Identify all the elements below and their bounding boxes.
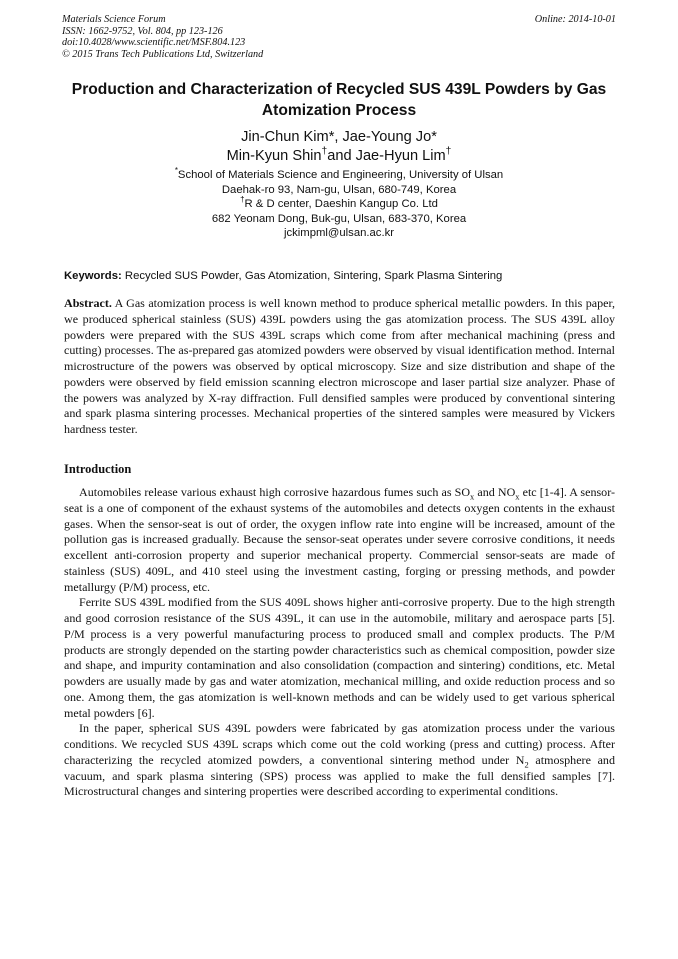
author-mark: * — [431, 129, 437, 145]
affiliation-mark: † — [240, 195, 245, 205]
author-list — [60, 128, 618, 165]
affiliation-line: Daehak-ro 93, Nam-gu, Ulsan, 680-749, Korea — [221, 183, 457, 196]
abstract-paragraph — [64, 296, 615, 438]
author-name: Jin-Chun Kim — [241, 129, 329, 145]
text-run: and NO — [474, 485, 516, 499]
intro-paragraph-3 — [64, 721, 615, 800]
affiliation-line — [60, 197, 618, 212]
author-name: Min-Kyun Shin — [226, 147, 322, 164]
intro-paragraph-2: Ferrite SUS 439L modified from the SUS 409L shows higher anti-corrosive property. Due to the high strength and good corrosion resistance of the SUS 439L, it can use in the automobile, military and aerospace parts [5]. P/M process is a very powerful manufacturing process to produced small and complex products. The P/M products are strongly depended on the starting powder characteristics such as chemical composition, powder size and shape, and impurity contamination and also consolidation (compaction and sintering) conditions, etc. Metal powders are usually made by gas and water atomization, mechanical milling, and oxide reduction process and so one. Among them, the gas atomization is well-known methods and can be widely used to get various spherical metal powders [6]. — [64, 595, 615, 720]
title-line-1: Production and Characterization of Recycled SUS 439L Powders by Gas — [71, 81, 607, 98]
text-run: atmosphere and vacuum, and spark plasma sintering (SPS) process was applied to make the full densified samples [7]. Microstructural changes and sintering properties were described according to experimental conditions. — [64, 752, 615, 799]
intro-paragraph-1 — [64, 485, 615, 595]
title-line-2: Atomization Process — [261, 101, 417, 119]
author-line-1 — [60, 128, 618, 147]
affiliation-line: 682 Yeonam Dong, Buk-gu, Ulsan, 683-370, Korea — [211, 212, 467, 225]
affiliation-line — [60, 168, 618, 183]
author-name: Jae-Hyun Lim — [355, 147, 446, 164]
introduction — [64, 485, 615, 800]
abstract — [64, 296, 615, 438]
author-conjunction: and — [327, 147, 356, 164]
text-run: In the paper, spherical SUS 439L powders were fabricated by gas atomization process under the various conditions. We recycled SUS 439L scraps which come out the cold working (press and cutting) process. After characterizing the recycled atomized powders, a conventional sintering method under N — [64, 721, 615, 767]
abstract-text: A Gas atomization process is well known method to produce spherical metallic powders. In this paper, we produced spherical stainless (SUS) 439L powders using the gas atomization process. The SUS 439L alloy powders were prepared with the SUS 439L scraps which come from after mechanical machining (press and cutting) processes. The as-prepared gas atomized powders were observed by visual identification method. Internal microstructure of the powers was observed by optical microscopy. Size and size distribution and shape of the powders were observed by field emission scanning electron microscope and laser partial size analyzer. Phase of the powers was analyzed by X-ray diffraction. Full densified samples were produced by conventional sintering and spark plasma sintering processes. Mechanical properties of the sintered samples were measured by Vickers hardness tester. — [64, 296, 615, 436]
journal-name: Materials Science Forum — [62, 14, 166, 25]
doi-line: doi:10.4028/www.scientific.net/MSF.804.123 — [62, 37, 246, 49]
affiliation-text: R & D center, Daeshin Kangup Co. Ltd — [244, 198, 438, 211]
journal-header — [62, 14, 263, 60]
affiliation-text: School of Materials Science and Engineering, University of Ulsan — [177, 169, 504, 181]
author-mark: † — [445, 145, 452, 157]
paper-title — [50, 80, 628, 121]
author-mark: * — [328, 129, 335, 145]
affiliation-mark: * — [174, 166, 178, 176]
author-separator: , — [334, 129, 343, 145]
keywords — [64, 269, 616, 283]
affiliations — [60, 168, 618, 241]
author-line-2 — [60, 147, 618, 166]
subscript: 2 — [524, 759, 529, 770]
text-run: etc [1-4]. A sensor-seat is a one of component of the exhaust systems of the automobiles and detects oxygen contents in the exhaust gases. When the sensor-seat is out of order, the oxygen inflow rate into engine will be increased, amount of the pollution gas is increased gradually. Because the sensor-seat operates under severe corrosive conditions, it needs excellent anti-corrosion property and superior mechanical property. Commercial sensor-seats are made of stainless (SUS) 409L, and 410 steel using the investment casting, forging or pressing methods, and powder metallurgy (P/M) process, etc. — [64, 485, 615, 594]
issn-line: ISSN: 1662-9752, Vol. 804, pp 123-126 — [62, 25, 223, 37]
author-email: jckimpml@ulsan.ac.kr — [283, 227, 395, 240]
author-mark: † — [321, 145, 328, 157]
subscript: x — [515, 491, 520, 502]
copyright-line: © 2015 Trans Tech Publications Ltd, Switzerland — [62, 48, 264, 60]
author-name: Jae-Young Jo — [342, 129, 432, 145]
text-run: Automobiles release various exhaust high corrosive hazardous fumes such as SO — [79, 485, 471, 499]
keywords-text: Recycled SUS Powder, Gas Atomization, Sintering, Spark Plasma Sintering — [121, 270, 503, 282]
subscript: x — [470, 491, 475, 502]
keywords-label: Keywords: — [64, 270, 122, 282]
abstract-label: Abstract. — [64, 296, 112, 310]
online-date: Online: 2014-10-01 — [534, 14, 616, 25]
section-heading: Introduction — [64, 462, 132, 476]
